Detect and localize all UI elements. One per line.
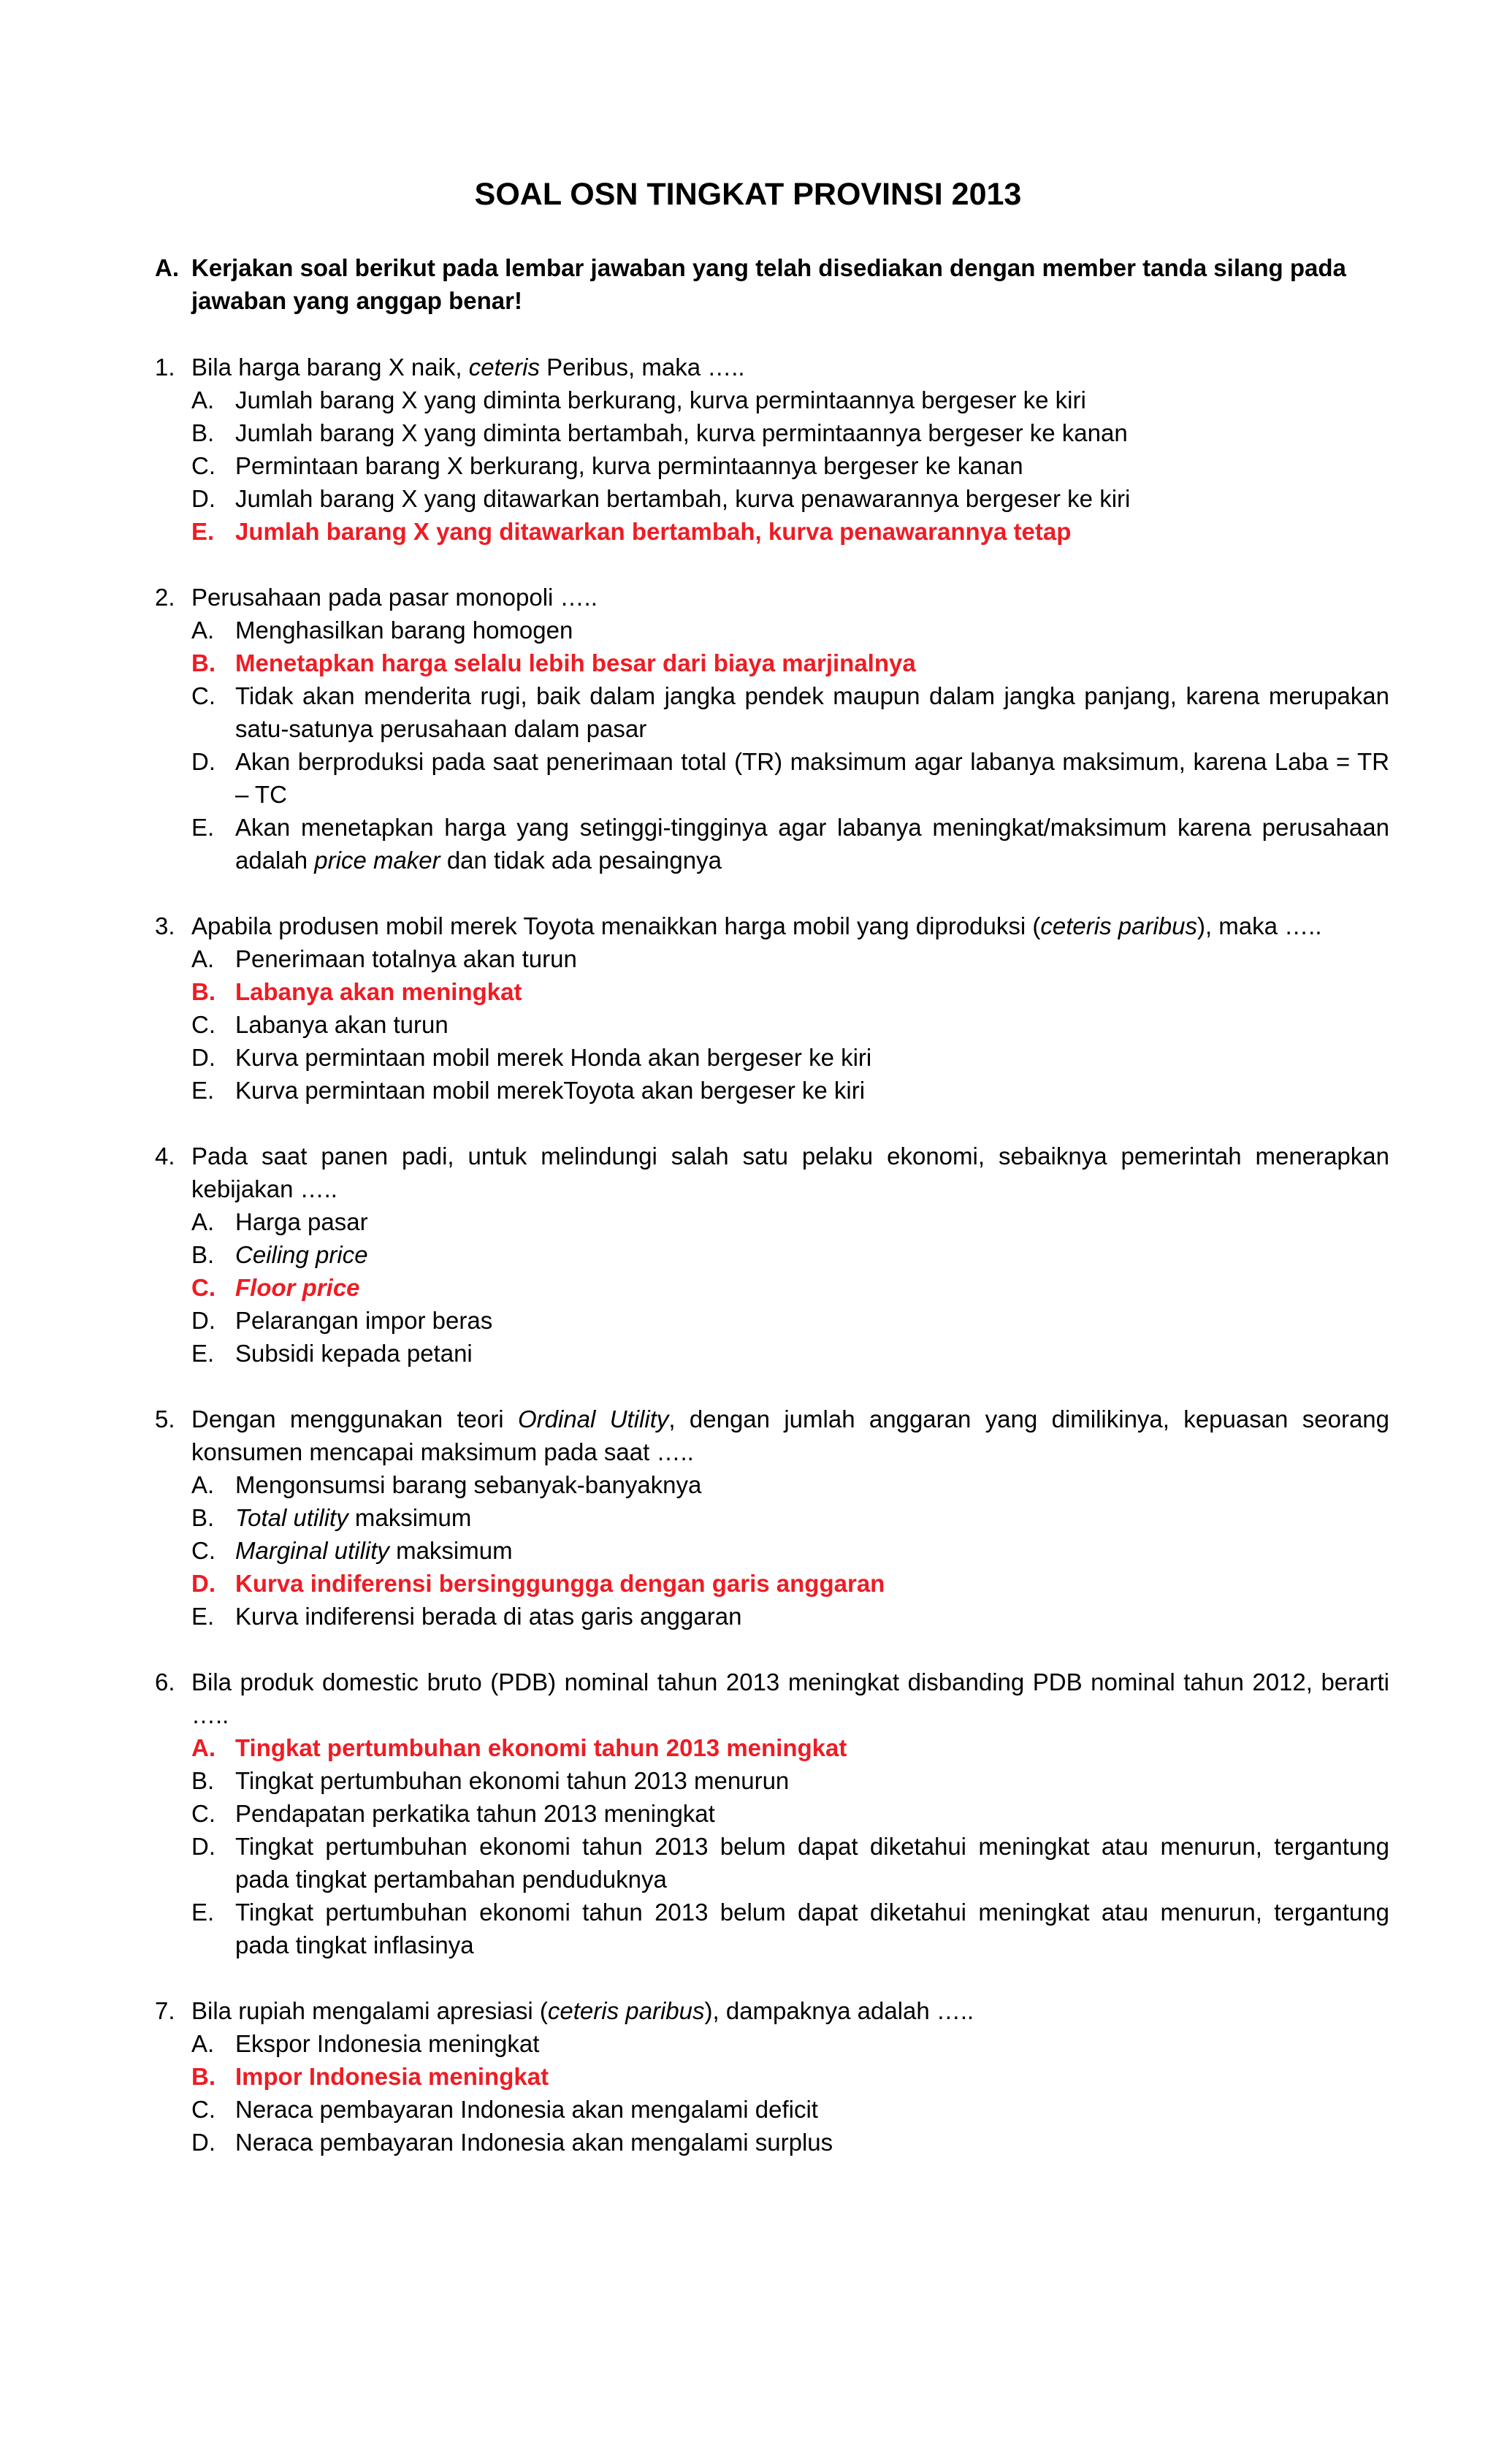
question-text-run: ), maka …..	[1197, 912, 1322, 939]
correct-option	[155, 515, 1389, 548]
option-text-run: Kurva indiferensi berada di atas garis anggaran	[235, 1603, 742, 1630]
answer-option	[155, 482, 1389, 515]
option-list	[155, 1205, 1389, 1370]
question-text-run: Bila harga barang X naik,	[191, 354, 469, 381]
option-text-run: Jumlah barang X yang diminta berkurang, kurva permintaannya bergeser ke kiri	[235, 386, 1086, 413]
option-text-run: Menetapkan harga selalu lebih besar dari biaya marjinalnya	[235, 649, 916, 676]
answer-option	[155, 942, 1389, 975]
option-text-run: Permintaan barang X berkurang, kurva permintaannya bergeser ke kanan	[235, 452, 1023, 479]
option-letter: B.	[191, 419, 215, 446]
option-text-run: Akan menetapkan harga yang setinggi-tingginya agar labanya meningkat/maksimum karena perusahaan adalah	[235, 814, 1389, 874]
answer-option	[155, 384, 1389, 416]
answer-option	[155, 1534, 1389, 1567]
question-number: 7.	[155, 1997, 175, 2024]
option-text-run: Harga pasar	[235, 1208, 368, 1235]
option-text-run: Jumlah barang X yang ditawarkan bertambah, kurva penawarannya bergeser ke kiri	[235, 485, 1131, 512]
option-text-run: Pelarangan impor beras	[235, 1307, 493, 1334]
option-text-run: maksimum	[389, 1537, 513, 1564]
option-list	[155, 2027, 1389, 2159]
option-text-run: Labanya akan turun	[235, 1011, 449, 1038]
option-letter: C.	[191, 452, 215, 479]
option-letter: D.	[191, 1833, 215, 1860]
option-text-run: Tingkat pertumbuhan ekonomi tahun 2013 meningkat	[235, 1734, 847, 1761]
answer-option	[155, 811, 1389, 877]
option-text-run: Penerimaan totalnya akan turun	[235, 945, 577, 972]
answer-option	[155, 1797, 1389, 1830]
correct-option	[155, 646, 1389, 679]
option-list	[155, 614, 1389, 877]
correct-option	[155, 1271, 1389, 1304]
question-text-run: ceteris paribus	[1040, 912, 1197, 939]
option-text-run: Jumlah barang X yang ditawarkan bertambah, kurva penawarannya tetap	[235, 518, 1072, 545]
option-text-run: Neraca pembayaran Indonesia akan mengalami deficit	[235, 2096, 818, 2123]
option-letter: A.	[191, 2030, 215, 2057]
question-item	[155, 1994, 1389, 2159]
option-text-run: Impor Indonesia meningkat	[235, 2063, 549, 2090]
question-text-run: Peribus, maka …..	[539, 354, 745, 381]
option-letter: B.	[191, 649, 215, 676]
answer-option	[155, 2093, 1389, 2126]
option-letter: A.	[191, 617, 215, 644]
question-text-run: Perusahaan pada pasar monopoli …..	[191, 584, 598, 611]
option-letter: B.	[191, 1767, 215, 1794]
option-text-run: Kurva indiferensi bersinggungga dengan garis anggaran	[235, 1570, 885, 1597]
question-text	[155, 1994, 1389, 2027]
option-letter: D.	[191, 1044, 215, 1071]
question-text	[155, 1403, 1389, 1468]
question-number: 5.	[155, 1405, 175, 1433]
question-item	[155, 581, 1389, 877]
option-text-run: maksimum	[348, 1504, 472, 1531]
answer-option	[155, 1468, 1389, 1501]
option-list	[155, 1731, 1389, 1961]
option-letter: C.	[191, 682, 215, 709]
correct-option	[155, 2060, 1389, 2093]
question-text-run: ceteris	[468, 354, 540, 381]
answer-option	[155, 1896, 1389, 1961]
question-text-run: Bila produk domestic bruto (PDB) nominal tahun 2013 meningkat disbanding PDB nominal tahun 2012, berarti …..	[191, 1668, 1389, 1728]
option-text-run: Mengonsumsi barang sebanyak-banyaknya	[235, 1471, 702, 1498]
option-letter: E.	[191, 1603, 215, 1630]
option-letter: C.	[191, 2096, 215, 2123]
option-text-run: Neraca pembayaran Indonesia akan mengalami surplus	[235, 2129, 833, 2156]
option-letter: A.	[191, 386, 215, 413]
question-text-run: Dengan menggunakan teori	[191, 1405, 518, 1433]
question-text	[155, 351, 1389, 384]
question-list	[155, 351, 1389, 2192]
answer-option	[155, 449, 1389, 482]
option-list	[155, 942, 1389, 1107]
question-number: 6.	[155, 1668, 175, 1696]
correct-option	[155, 975, 1389, 1008]
option-list	[155, 1468, 1389, 1633]
question-text	[155, 1140, 1389, 1205]
option-letter: B.	[191, 978, 215, 1005]
option-text-run: Pendapatan perkatika tahun 2013 meningkat	[235, 1800, 715, 1827]
question-number: 3.	[155, 912, 175, 939]
option-letter: C.	[191, 1800, 215, 1827]
answer-option	[155, 1041, 1389, 1074]
question-item	[155, 1666, 1389, 1961]
correct-option	[155, 1567, 1389, 1600]
option-text-run: Floor price	[235, 1274, 360, 1301]
page-title: SOAL OSN TINGKAT PROVINSI 2013	[474, 177, 1022, 212]
question-text-run: ceteris paribus	[547, 1997, 705, 2024]
option-letter: A.	[191, 1734, 215, 1761]
answer-option	[155, 1337, 1389, 1370]
answer-option	[155, 1304, 1389, 1337]
option-text-run: Total utility	[235, 1504, 348, 1531]
question-item	[155, 1403, 1389, 1633]
question-item	[155, 1140, 1389, 1370]
answer-option	[155, 2027, 1389, 2060]
question-text-run: Bila rupiah mengalami apresiasi (	[191, 1997, 548, 2024]
question-text-run: Apabila produsen mobil merek Toyota menaikkan harga mobil yang diproduksi (	[191, 912, 1041, 939]
correct-option	[155, 1731, 1389, 1764]
option-letter: A.	[191, 945, 215, 972]
option-letter: E.	[191, 1340, 215, 1367]
instruction-block	[155, 251, 1389, 317]
option-text-run: Ekspor Indonesia meningkat	[235, 2030, 540, 2057]
option-letter: E.	[191, 1899, 215, 1926]
option-letter: E.	[191, 814, 215, 841]
option-letter: D.	[191, 748, 215, 775]
answer-option	[155, 1764, 1389, 1797]
option-letter: D.	[191, 1307, 215, 1334]
question-number: 2.	[155, 584, 175, 611]
option-text-run: Subsidi kepada petani	[235, 1340, 473, 1367]
option-letter: C.	[191, 1537, 215, 1564]
option-text-run: Tingkat pertumbuhan ekonomi tahun 2013 menurun	[235, 1767, 790, 1794]
answer-option	[155, 745, 1389, 811]
option-text-run: Tidak akan menderita rugi, baik dalam jangka pendek maupun dalam jangka panjang, karena merupakan satu-satunya perusahaan dalam pasar	[235, 682, 1389, 742]
option-letter: B.	[191, 1241, 215, 1268]
option-text-run: Kurva permintaan mobil merek Honda akan bergeser ke kiri	[235, 1044, 872, 1071]
option-text-run: Kurva permintaan mobil merekToyota akan bergeser ke kiri	[235, 1077, 866, 1104]
question-text-run: , dengan jumlah anggaran yang dimilikinya, kepuasan seorang konsumen mencapai maksimum pada saat …..	[191, 1405, 1390, 1465]
question-text-run: ), dampaknya adalah …..	[704, 1997, 974, 2024]
answer-option	[155, 1074, 1389, 1107]
answer-option	[155, 1205, 1389, 1238]
option-text-run: Tingkat pertumbuhan ekonomi tahun 2013 belum dapat diketahui meningkat atau menurun, tergantung pada tingkat pertambahan penduduknya	[235, 1833, 1389, 1893]
option-text-run: Jumlah barang X yang diminta bertambah, kurva permintaannya bergeser ke kanan	[235, 419, 1128, 446]
option-letter: A.	[191, 1208, 215, 1235]
question-number: 1.	[155, 354, 175, 381]
option-text-run: Menghasilkan barang homogen	[235, 617, 573, 644]
answer-option	[155, 1238, 1389, 1271]
option-text-run: price maker	[314, 847, 440, 874]
instruction-text: Kerjakan soal berikut pada lembar jawaban yang telah disediakan dengan member tanda silang pada jawaban yang anggap benar!	[191, 254, 1346, 314]
answer-option	[155, 416, 1389, 449]
question-text	[155, 909, 1389, 942]
option-letter: B.	[191, 1504, 215, 1531]
answer-option	[155, 679, 1389, 745]
answer-option	[155, 1830, 1389, 1896]
option-letter: E.	[191, 518, 215, 545]
option-text-run: Akan berproduksi pada saat penerimaan total (TR) maksimum agar labanya maksimum, karena Laba = TR – TC	[235, 748, 1389, 808]
option-letter: B.	[191, 2063, 215, 2090]
option-text-run: Marginal utility	[235, 1537, 389, 1564]
question-text	[155, 1666, 1389, 1731]
instruction-label: A.	[155, 254, 179, 281]
option-letter: A.	[191, 1471, 215, 1498]
question-item	[155, 351, 1389, 548]
answer-option	[155, 1008, 1389, 1041]
option-letter: E.	[191, 1077, 215, 1104]
option-text-run: Ceiling price	[235, 1241, 368, 1268]
option-text-run: dan tidak ada pesaingnya	[440, 847, 722, 874]
option-list	[155, 384, 1389, 548]
option-letter: D.	[191, 1570, 215, 1597]
question-text-run: Pada saat panen padi, untuk melindungi salah satu pelaku ekonomi, sebaiknya pemerintah menerapkan kebijakan …..	[191, 1143, 1389, 1202]
option-letter: C.	[191, 1274, 215, 1301]
question-number: 4.	[155, 1143, 175, 1170]
answer-option	[155, 1501, 1389, 1534]
option-letter: C.	[191, 1011, 215, 1038]
option-text-run: Tingkat pertumbuhan ekonomi tahun 2013 belum dapat diketahui meningkat atau menurun, tergantung pada tingkat inflasinya	[235, 1899, 1389, 1958]
option-text-run: Labanya akan meningkat	[235, 978, 522, 1005]
answer-option	[155, 1600, 1389, 1633]
answer-option	[155, 2126, 1389, 2159]
option-letter: D.	[191, 2129, 215, 2156]
question-item	[155, 909, 1389, 1107]
question-text-run: Ordinal Utility	[517, 1405, 669, 1433]
option-letter: D.	[191, 485, 215, 512]
question-text	[155, 581, 1389, 614]
answer-option	[155, 614, 1389, 646]
